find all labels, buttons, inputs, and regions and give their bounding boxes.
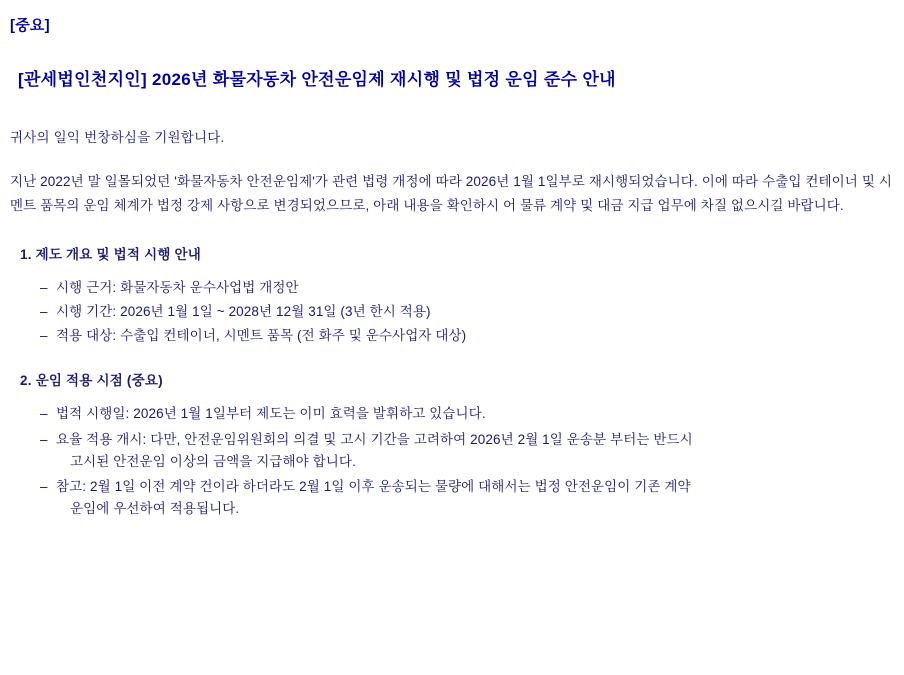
page-title: [관세법인천지인] 2026년 화물자동차 안전운임제 재시행 및 법정 운임 준수 안내	[18, 70, 616, 89]
list-item	[40, 429, 894, 473]
section-1	[10, 243, 894, 347]
list-item-text: 법적 시행일: 2026년 1월 1일부터 제도는 이미 효력을 발휘하고 있습니다.	[56, 405, 486, 421]
list-item-text-continued: 운임에 우선하여 적용됩니다.	[70, 501, 240, 517]
list-item-text: 요율 적용 개시: 다만, 안전운임위원회의 의결 및 고시 기간을 고려하여 2026년 2월 1일 운송분 부터는 반드시	[56, 431, 693, 447]
list-item-text: 시행 근거: 화물자동차 운수사업법 개정안	[56, 280, 299, 296]
intro-line-2: 이에 따라 수출입 컨테이너 및 시멘트 품목의 운임 체계가 법정 강제 사항으로 변경되었으므로, 아래 내용을 확인하시	[10, 174, 893, 213]
intro-paragraph	[10, 170, 894, 217]
list-item	[40, 301, 894, 323]
section-1-list	[10, 277, 894, 347]
section-2	[10, 369, 894, 520]
dash-bullet-icon: –	[40, 479, 48, 495]
intro-line-3: 어 물류 계약 및 대금 지급 업무에 차질 없으시길 바랍니다.	[503, 197, 844, 213]
intro-line-1: 지난 2022년 말 일몰되었던 '화물자동차 안전운임제'가 관련 법령 개정에 따라 2026년 1월 1일부로 재시행되었습니다.	[10, 174, 698, 189]
section-2-heading: 2. 운임 적용 시점 (중요)	[20, 372, 163, 388]
list-item-text: 시행 기간: 2026년 1월 1일 ~ 2028년 12월 31일 (3년 한시 적용)	[56, 304, 431, 320]
list-item-text: 참고: 2월 1일 이전 계약 건이라 하더라도 2월 1일 이후 운송되는 물량에 대해서는 법정 안전운임이 기존 계약	[56, 479, 691, 495]
section-1-heading: 1. 제도 개요 및 법적 시행 안내	[20, 247, 202, 263]
dash-bullet-icon: –	[40, 431, 48, 447]
section-2-list	[10, 403, 894, 520]
list-item-text: 적용 대상: 수출입 컨테이너, 시멘트 품목 (전 화주 및 운수사업자 대상)	[56, 327, 467, 343]
list-item	[40, 403, 894, 425]
greeting-text: 귀사의 일익 번창하심을 기원합니다.	[10, 130, 225, 145]
dash-bullet-icon: –	[40, 327, 48, 343]
dash-bullet-icon: –	[40, 304, 48, 320]
list-item	[40, 476, 894, 520]
list-item	[40, 325, 894, 347]
important-tag: [중요]	[10, 17, 50, 34]
list-item	[40, 277, 894, 299]
list-item-text-continued: 고시된 안전운임 이상의 금액을 지급해야 합니다.	[70, 453, 356, 469]
dash-bullet-icon: –	[40, 280, 48, 296]
dash-bullet-icon: –	[40, 405, 48, 421]
